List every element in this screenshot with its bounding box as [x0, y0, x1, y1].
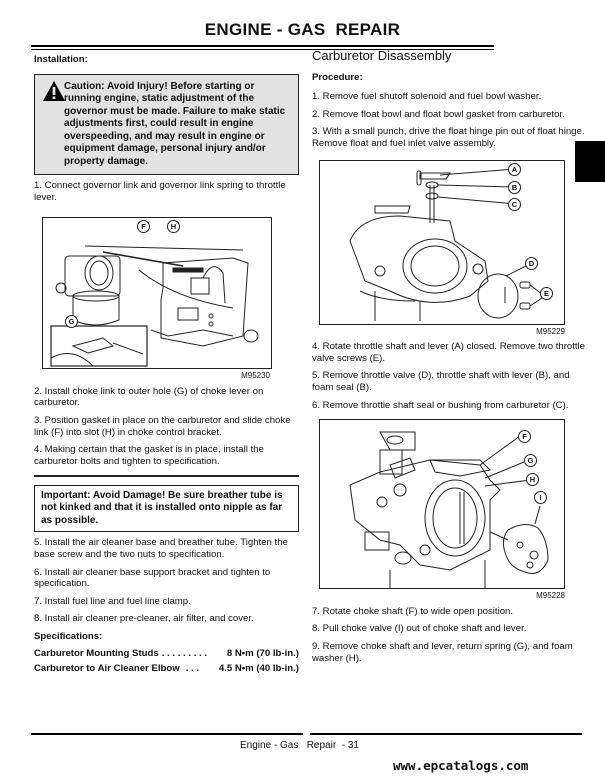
disassembly-step-7: 7. Rotate choke shaft (F) to wide open position.: [312, 605, 514, 617]
callout-e: E: [540, 287, 553, 300]
install-step-8: 8. Install air cleaner pre-cleaner, air filter, and cover.: [34, 613, 254, 625]
callout-f: F: [518, 430, 531, 443]
footer-rule-right: [310, 733, 582, 735]
callout-h: H: [526, 473, 539, 486]
spec-dots: . . .: [185, 663, 200, 675]
figure-m95228: [319, 419, 565, 589]
install-step-4: 4. Making certain that the gasket is in place, install the carburetor bolts and tighten to specification.: [34, 444, 264, 467]
carburetor-linkage-illustration: [43, 218, 271, 368]
spec-value: 8 N•m (70 lb-in.): [226, 648, 299, 660]
throttle-shaft-illustration: [320, 161, 564, 324]
footer-page-label: Engine - Gas Repair - 31: [240, 740, 359, 751]
disassembly-step-2: 2. Remove float bowl and float bowl gasket from carburetor.: [312, 108, 565, 120]
important-box: Important: Avoid Damage! Be sure breather tube is not kinked and that it is installed onto nipple as far as possible.: [34, 485, 299, 533]
caution-text: Caution: Avoid Injury! Before starting or running engine, static adjustment of the governor must be made. Failure to make static adjustments first, could result in engine overspeeding, and may result in engine or equipment damage, personal injury and/or property damage.: [64, 80, 286, 167]
procedure-label: Procedure:: [312, 71, 363, 83]
spec-row: [34, 648, 299, 660]
spec-value: 4.5 N•m (40 lb-in.): [218, 663, 299, 675]
spec-dots: . . . . . . . . .: [161, 648, 208, 660]
disassembly-step-4: 4. Rotate throttle shaft and lever (A) closed. Remove two throttle valve screws (E).: [312, 341, 586, 364]
divider: [34, 475, 299, 476]
callout-c: C: [508, 198, 521, 211]
disassembly-step-5: 5. Remove throttle valve (D), throttle shaft with lever (B), and foam seal (B).: [312, 370, 570, 393]
install-step-1: 1. Connect governor link and governor link spring to throttle lever.: [34, 180, 286, 203]
install-step-2: 2. Install choke link to outer hole (G) of choke lever on carburetor.: [34, 385, 264, 409]
spec-name: Carburetor to Air Cleaner Elbow: [34, 663, 180, 675]
disassembly-step-6: 6. Remove throttle shaft seal or bushing from carburetor (C).: [312, 399, 569, 411]
disassembly-step-1: 1. Remove fuel shutoff solenoid and fuel bowl washer.: [312, 91, 542, 103]
warning-triangle-icon: [43, 81, 65, 101]
figure-code-m95230: M95230: [241, 371, 270, 381]
install-step-5: 5. Install the air cleaner base and breather tube. Tighten the base screw and the two nuts to specification.: [34, 537, 288, 560]
spec-name: Carburetor Mounting Studs: [34, 648, 159, 660]
install-step-6: 6. Install air cleaner base support bracket and tighten to specification.: [34, 566, 271, 590]
disassembly-step-3: 3. With a small punch, drive the float hinge pin out of float hinge. Remove float and fuel inlet valve assembly.: [312, 126, 585, 149]
left-column: [34, 54, 299, 678]
install-step-7: 7. Install fuel line and fuel line clamp.: [34, 595, 191, 607]
footer-rule-left: [31, 733, 303, 735]
callout-f: F: [137, 220, 150, 233]
watermark-link[interactable]: www.epcatalogs.com: [393, 758, 529, 773]
callout-a: A: [508, 163, 521, 176]
figure-m95229: [319, 160, 565, 325]
figure-m95230: [42, 217, 272, 369]
callout-i: I: [534, 491, 547, 504]
choke-shaft-illustration: [320, 420, 564, 588]
callout-h: H: [167, 220, 180, 233]
callout-g: G: [65, 315, 78, 328]
carburetor-disassembly-title: Carburetor Disassembly: [312, 48, 452, 63]
callout-b: B: [508, 181, 521, 194]
callout-d: D: [525, 257, 538, 270]
page-title: [0, 20, 605, 40]
page-title-part1: ENGINE - GAS: [204, 20, 326, 39]
figure-code-m95229: M95229: [536, 326, 565, 336]
callout-g: G: [524, 454, 537, 467]
page-title-part2: REPAIR: [335, 20, 401, 39]
disassembly-step-9: 9. Remove choke shaft and lever, return spring (G), and foam washer (H).: [312, 640, 573, 664]
right-column: [312, 50, 587, 670]
header-rule: [31, 45, 494, 47]
install-step-3: 3. Position gasket in place on the carburetor and slide choke link (F) into slot (H) in choke control bracket.: [34, 415, 291, 438]
spec-row: [34, 663, 299, 675]
figure-code-m95228: M95228: [536, 591, 565, 601]
caution-box: [34, 74, 299, 176]
installation-label: Installation:: [34, 54, 88, 65]
disassembly-step-8: 8. Pull choke valve (I) out of choke shaft and lever.: [312, 623, 527, 635]
specifications-label: Specifications:: [34, 630, 103, 642]
